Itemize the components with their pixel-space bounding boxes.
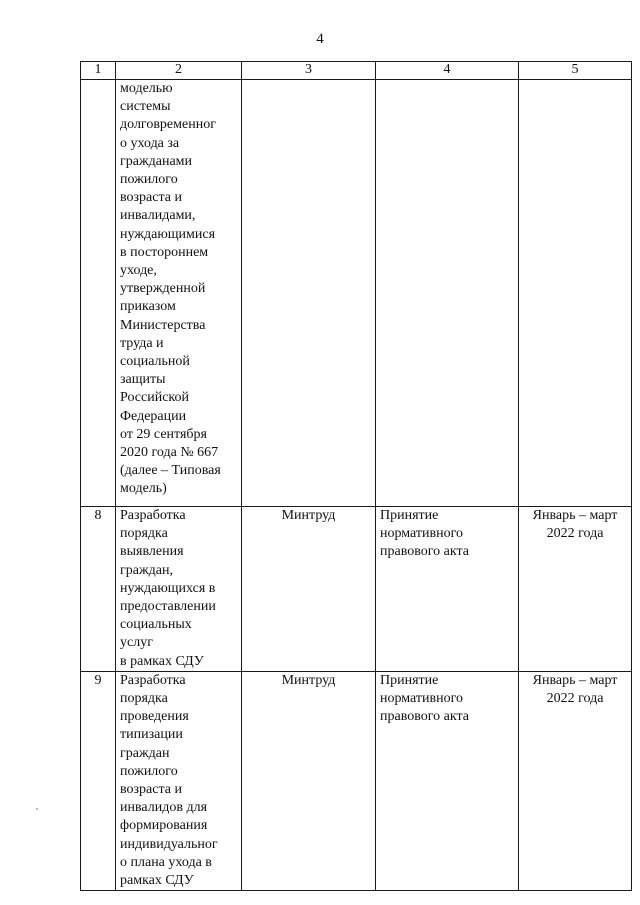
column-header-3: 3 — [242, 62, 376, 80]
responsible-cell: Минтруд — [242, 671, 376, 890]
deadline-cell: Январь – март 2022 года — [519, 507, 632, 672]
column-header-4: 4 — [376, 62, 519, 80]
table-row — [81, 80, 632, 507]
scan-speck — [36, 808, 38, 810]
table-row — [81, 671, 632, 890]
responsible-cell: Минтруд — [242, 507, 376, 672]
result-cell: Принятие нормативного правового акта — [376, 671, 519, 890]
column-header-2: 2 — [116, 62, 242, 80]
column-header-5: 5 — [519, 62, 632, 80]
result-cell — [376, 80, 519, 507]
measures-table — [80, 61, 632, 891]
row-number-cell: 9 — [81, 671, 116, 890]
deadline-cell: Январь – март 2022 года — [519, 671, 632, 890]
table-row — [81, 507, 632, 672]
responsible-cell — [242, 80, 376, 507]
event-cell: Разработка порядка выявления граждан, нуждающихся в предоставлении социальных услуг в рамках СДУ — [116, 507, 242, 672]
column-header-1: 1 — [81, 62, 116, 80]
row-number-cell: 8 — [81, 507, 116, 672]
page-number: 4 — [316, 31, 324, 47]
row-number-cell — [81, 80, 116, 507]
event-cell: Разработка порядка проведения типизации граждан пожилого возраста и инвалидов для формирования индивидуальног о плана ухода в рамках СДУ — [116, 671, 242, 890]
table-header-row — [81, 62, 632, 80]
event-cell: моделью системы долговременног о ухода за гражданами пожилого возраста и инвалидами, нуждающимися в постороннем уходе, утвержденной приказом Министерства труда и социальной защиты Российской Федерации от 29 сентября 2020 года № 667 (далее – Типовая модель) — [116, 80, 242, 507]
result-cell: Принятие нормативного правового акта — [376, 507, 519, 672]
deadline-cell — [519, 80, 632, 507]
